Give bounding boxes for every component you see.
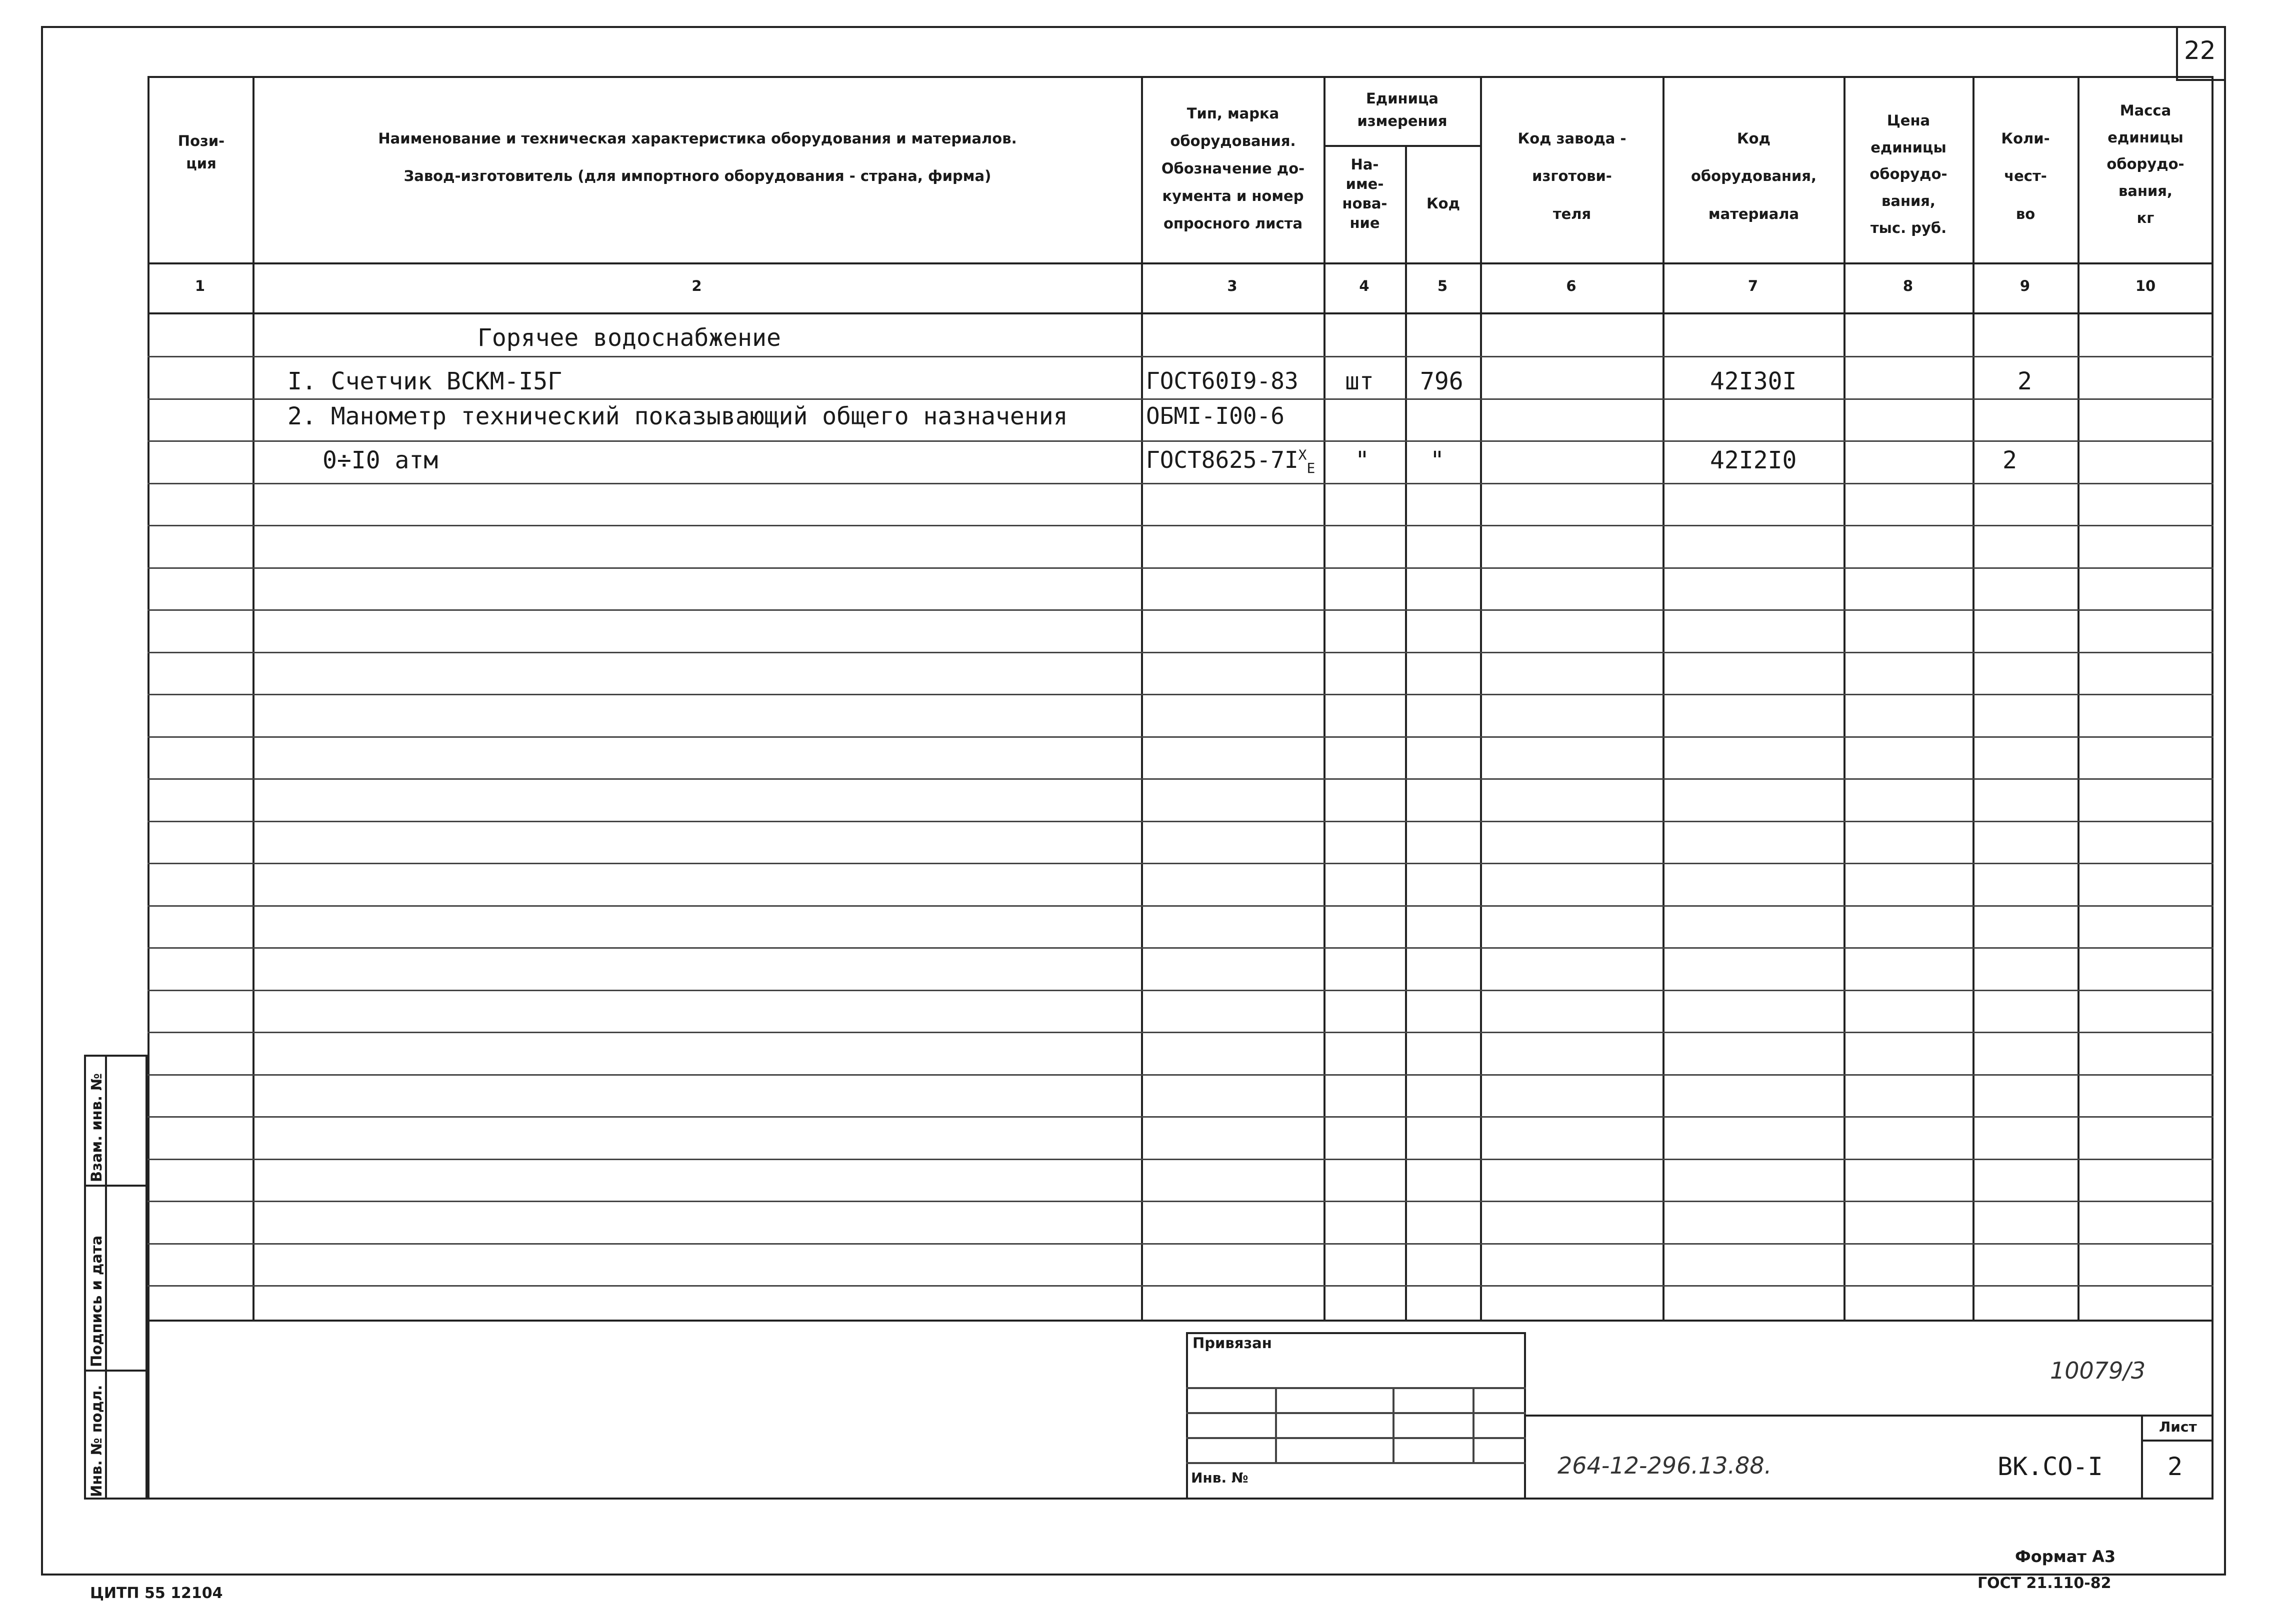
table-row-line [148,1116,2214,1118]
table-row-line [148,1032,2214,1033]
col5-header: Код [1426,195,1460,212]
side-label-inv-podl: Инв. № подл. [88,1385,105,1497]
col45-group-header: Единица измерения [1357,90,1448,129]
table-row-line [148,1201,2214,1202]
colnum-4: 4 [1359,277,1370,294]
table-row-line [148,356,2214,357]
col3-header: Тип, марка оборудования. Обозначение до- кумента и номер опросного листа [1161,105,1305,232]
colnum-bottom-line [148,312,2214,314]
privyazan-grid-line [1186,1412,1526,1414]
table-row-line [148,905,2214,907]
side-strip-divider [84,1185,148,1187]
handwritten-code: 264-12-296.13.88. [1558,1452,1772,1479]
table-row-line [148,567,2214,569]
colnum-7: 7 [1748,277,1758,294]
list-value: 2 [2168,1452,2183,1481]
table-row-line [148,990,2214,991]
privyazan-grid-line [1186,1387,1526,1389]
colnum-3: 3 [1227,277,1238,294]
table-row-line [148,821,2214,822]
table-row-line [148,694,2214,695]
unit-group-divider [1324,145,1481,147]
row1-doc: ГОСТ60I9-83 [1146,367,1298,394]
table-row-line [148,947,2214,949]
side-label-vzam: Взам. инв. № [88,1073,105,1182]
table-row-line [148,1074,2214,1076]
list-label: Лист [2159,1419,2197,1435]
colnum-8: 8 [1902,277,1914,294]
list-box-left [2141,1415,2143,1500]
colnum-5: 5 [1437,277,1448,294]
table-row-line [148,525,2214,526]
row1-unit: шт [1345,367,1374,395]
col7-header: Код оборудования, материала [1690,130,1817,222]
row2-name: 2. Манометр технический показывающий общего назначения [288,402,1068,430]
list-box-divider [2141,1440,2214,1442]
col8-header: Цена единицы оборудо- вания, тыс. руб. [1870,112,1948,236]
inv-no-label: Инв. № [1191,1470,1248,1486]
privyazan-grid-line [1472,1387,1474,1462]
table-row-line [148,778,2214,780]
colnum-9: 9 [2020,277,2030,294]
citp-label: ЦИТП 55 12104 [90,1585,223,1602]
doc-code: ВК.СО-I [1998,1452,2103,1481]
table-row-line [148,1159,2214,1160]
colnum-6: 6 [1566,277,1576,294]
privyazan-grid-line [1275,1387,1277,1462]
col1-header: Пози- ция [178,132,225,172]
col-divider [1405,145,1407,1320]
row3-qty: 2 [2002,446,2017,474]
table-row-line [148,609,2214,611]
privyazan-grid-line [1186,1437,1526,1439]
row1-name: I. Счетчик ВСКМ-I5Г [288,367,562,395]
colnum-2: 2 [692,277,702,294]
row3-equip-code: 42I2I0 [1710,446,1797,474]
row1-code: 796 [1420,367,1464,395]
privyazan-grid-line [1392,1387,1394,1462]
gost-label: ГОСТ 21.110-82 [1978,1575,2112,1592]
row2-doc: ОБМI-I00-6 [1146,402,1284,429]
title-block-top-line [148,1320,2214,1322]
table-row-line [148,652,2214,653]
handwritten-number: 10079/3 [2050,1357,2146,1384]
privyazan-label: Привязан [1192,1335,1272,1352]
row1-qty: 2 [2018,367,2032,395]
table-row-line [148,398,2214,400]
row3-name: 0÷I0 атм [322,446,438,474]
privyazan-grid-line [1186,1462,1526,1464]
table-row-line [148,483,2214,484]
row3-doc: $ГОСТ8625-7I^Х_Е$ [1146,446,1316,477]
col4-header: На- име- нова- ние [1342,156,1388,232]
col9-header: Коли- чест- во [2001,130,2050,222]
table-row-line [148,440,2214,442]
col10-header: Масса единицы оборудо- вания, кг [2106,102,2184,226]
header-bottom-line [148,262,2214,264]
format-label: Формат А3 [2015,1547,2116,1566]
row1-equip-code: 42I30I [1710,367,1797,395]
table-row-line [148,736,2214,738]
colnum-1: 1 [194,277,206,294]
colnum-10: 10 [2135,277,2156,294]
row3-code: " [1430,446,1444,474]
side-label-podpis: Подпись и дата [88,1235,105,1367]
col6-header: Код завода - изготови- теля [1518,130,1626,222]
row3-unit: " [1355,446,1370,474]
page-number: 22 [2184,36,2216,65]
table-row-line [148,1243,2214,1245]
col2-header: Наименование и техническая характеристика оборудования и материалов. Завод-изготовитель (для импортного оборудования - страна, фирма) [378,130,1017,185]
table-row-line [148,1285,2214,1287]
side-strip-inner-line [105,1055,107,1500]
table-row-line [148,863,2214,864]
section-title: Горячее водоснабжение [478,324,781,352]
doc-code-top-line [1526,1415,2214,1417]
side-strip-divider [84,1370,148,1372]
